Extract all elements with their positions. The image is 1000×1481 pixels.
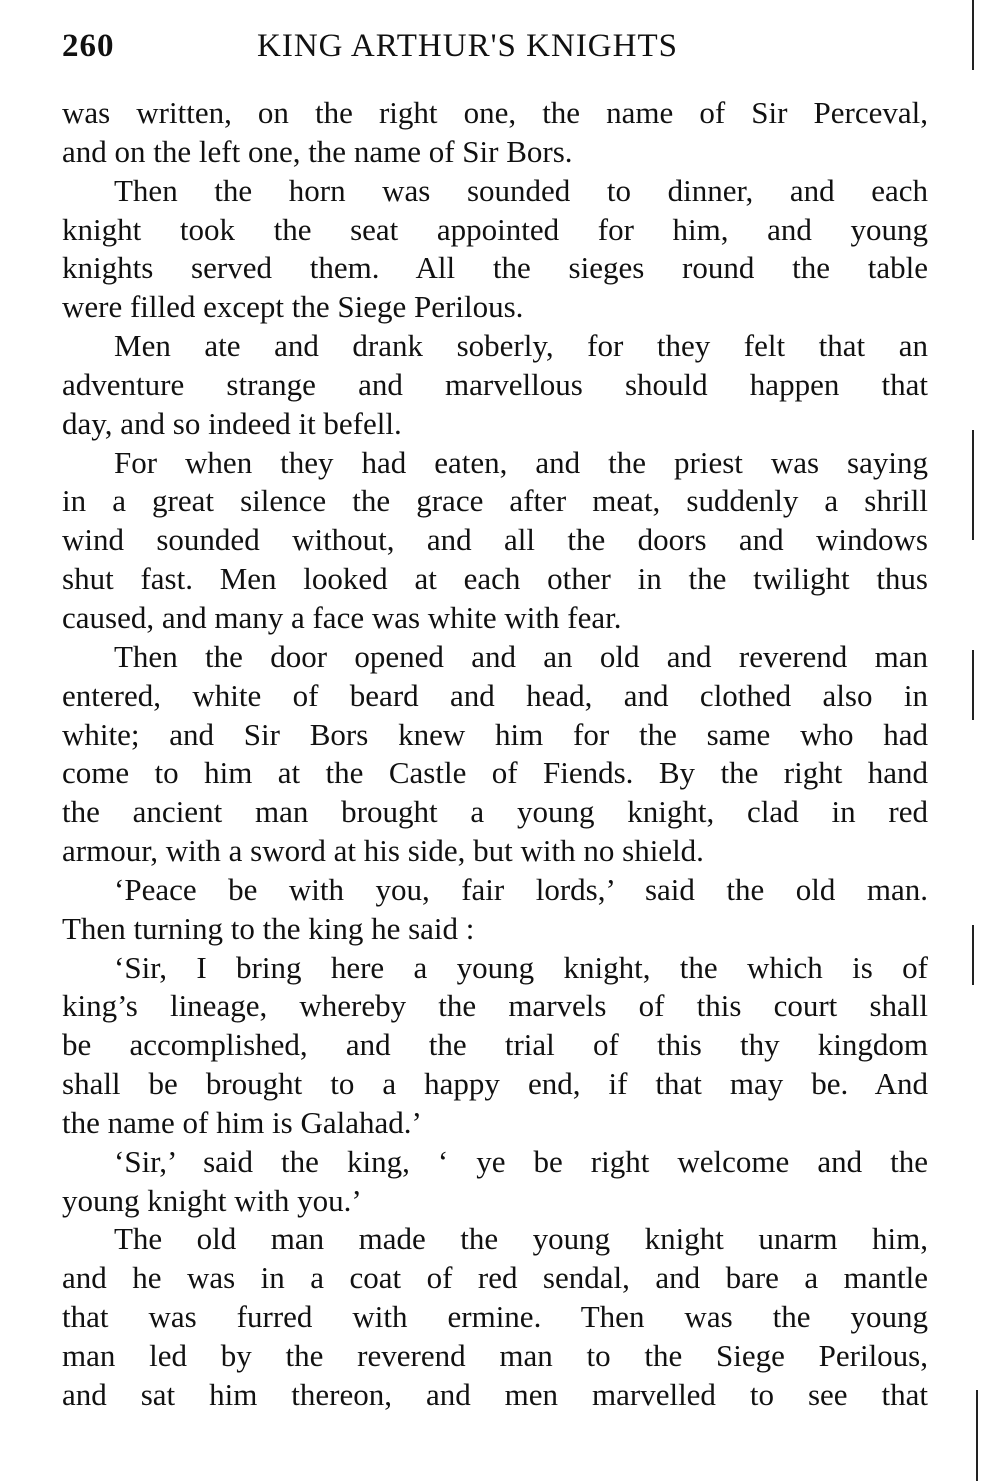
- text-line: knight took the seat appointed for him, and young: [62, 211, 928, 247]
- scan-edge-mark: [972, 0, 974, 70]
- text-line: Then the horn was sounded to dinner, and each: [114, 172, 928, 208]
- text-line: and sat him thereon, and men marvelled to see that: [62, 1376, 928, 1412]
- text-line: armour, with a sword at his side, but with no shield.: [62, 833, 704, 869]
- text-line: knights served them. All the sieges round the table: [62, 250, 928, 286]
- text-line: Then the door opened and an old and reverend man: [114, 638, 928, 674]
- text-line: the name of him is Galahad.’: [62, 1104, 422, 1140]
- text-line: the ancient man brought a young knight, clad in red: [62, 794, 928, 830]
- text-line: For when they had eaten, and the priest was saying: [114, 444, 928, 480]
- text-line: ‘Peace be with you, fair lords,’ said the old man.: [114, 871, 928, 907]
- body-text: [62, 94, 928, 1415]
- text-line: ‘Sir, I bring here a young knight, the which is of: [114, 949, 928, 985]
- text-line: entered, white of beard and head, and clothed also in: [62, 677, 928, 713]
- text-line: and on the left one, the name of Sir Bors.: [62, 133, 573, 169]
- text-line: white; and Sir Bors knew him for the same who had: [62, 716, 928, 752]
- text-line: young knight with you.’: [62, 1182, 362, 1218]
- text-line: was written, on the right one, the name of Sir Perceval,: [62, 95, 928, 130]
- text-line: The old man made the young knight unarm him,: [114, 1221, 928, 1257]
- text-line: were filled except the Siege Perilous.: [62, 289, 524, 325]
- text-line: Men ate and drank soberly, for they felt that an: [114, 328, 928, 364]
- text-line: shut fast. Men looked at each other in the twilight thus: [62, 561, 928, 597]
- page-number: 260: [62, 28, 115, 64]
- text-line: shall be brought to a happy end, if that may be. And: [62, 1066, 928, 1102]
- text-line: caused, and many a face was white with fear.: [62, 599, 622, 635]
- running-title: KING ARTHUR'S KNIGHTS: [257, 28, 678, 64]
- text-line: king’s lineage, whereby the marvels of this court shall: [62, 988, 928, 1024]
- text-line: adventure strange and marvellous should happen that: [62, 366, 928, 402]
- scan-edge-mark: [976, 1390, 978, 1481]
- text-line: Then turning to the king he said :: [62, 910, 475, 946]
- text-line: ‘Sir,’ said the king, ‘ ye be right welcome and the: [114, 1143, 928, 1179]
- text-line: be accomplished, and the trial of this thy kingdom: [62, 1027, 928, 1063]
- text-line: in a great silence the grace after meat, suddenly a shrill: [62, 483, 928, 519]
- text-line: wind sounded without, and all the doors and windows: [62, 522, 928, 558]
- text-line: man led by the reverend man to the Siege Perilous,: [62, 1338, 928, 1373]
- page-header: [62, 28, 928, 74]
- scan-edge-mark: [972, 925, 974, 985]
- text-line: that was furred with ermine. Then was the young: [62, 1299, 928, 1335]
- text-line: come to him at the Castle of Fiends. By the right hand: [62, 755, 928, 791]
- scan-edge-mark: [972, 650, 974, 720]
- text-line: day, and so indeed it befell.: [62, 405, 402, 441]
- scan-edge-mark: [972, 430, 974, 540]
- text-line: and he was in a coat of red sendal, and bare a mantle: [62, 1260, 928, 1296]
